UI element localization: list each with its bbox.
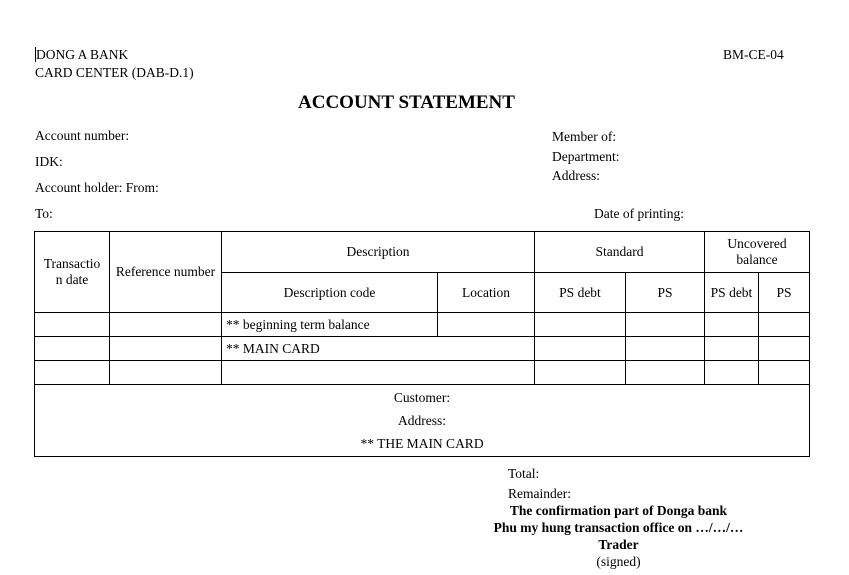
page-title: ACCOUNT STATEMENT	[298, 92, 515, 113]
table-row	[35, 361, 810, 385]
header-ps-debt-uncovered: PS debt	[705, 273, 759, 313]
cell-transaction-date	[35, 361, 110, 385]
cell-ps-standard	[626, 361, 705, 385]
header-location: Location	[438, 273, 535, 313]
header-transaction-date: Transactio n date	[35, 232, 110, 313]
header-ps-uncovered: PS	[759, 273, 810, 313]
main-card-label: ** THE MAIN CARD	[360, 436, 484, 451]
to-label: To:	[35, 206, 53, 221]
header-description: Description	[222, 232, 535, 273]
cell-ps-debt-uncovered	[705, 313, 759, 337]
header-standard: Standard	[535, 232, 705, 273]
cell-ps-debt-uncovered	[705, 361, 759, 385]
confirmation-heading: The confirmation part of Donga bank	[509, 503, 728, 518]
bank-name: DONG A BANK	[36, 47, 129, 62]
member-of-label: Member of:	[552, 129, 617, 144]
cell-ps-debt-standard	[535, 337, 626, 361]
trader-label: Trader	[598, 537, 639, 552]
address-label: Address:	[552, 168, 600, 183]
cell-ps-uncovered	[759, 337, 810, 361]
form-code: BM-CE-04	[723, 47, 784, 62]
signed-label: (signed)	[596, 554, 641, 569]
cell-reference-number	[110, 313, 222, 337]
cell-ps-standard	[626, 337, 705, 361]
account-number-label: Account number:	[35, 128, 130, 143]
table-row	[35, 337, 810, 361]
header-ps-debt-standard: PS debt	[535, 273, 626, 313]
idk-label: IDK:	[35, 154, 63, 169]
cell-ps-uncovered	[759, 313, 810, 337]
total-label: Total:	[508, 466, 540, 481]
header-description-code: Description code	[222, 273, 438, 313]
header-reference-number: Reference number	[110, 232, 222, 313]
card-center: CARD CENTER (DAB-D.1)	[35, 65, 194, 80]
cell-transaction-date	[35, 313, 110, 337]
cell-ps-debt-standard	[535, 361, 626, 385]
cell-ps-debt-standard	[535, 313, 626, 337]
statement-table	[34, 231, 810, 457]
account-holder-from-label: Account holder: From:	[35, 180, 159, 195]
cell-ps-standard	[626, 313, 705, 337]
table-row	[35, 313, 810, 337]
cell-reference-number	[110, 337, 222, 361]
cell-description-code	[222, 361, 535, 385]
cell-description-code: ** MAIN CARD	[222, 337, 535, 361]
remainder-label: Remainder:	[508, 486, 571, 501]
cell-reference-number	[110, 361, 222, 385]
cell-description-code: ** beginning term balance	[222, 313, 438, 337]
department-label: Department:	[552, 149, 620, 164]
cell-ps-uncovered	[759, 361, 810, 385]
cell-transaction-date	[35, 337, 110, 361]
date-of-printing-label: Date of printing:	[594, 206, 684, 221]
customer-label: Customer:	[393, 390, 451, 405]
office-line: Phu my hung transaction office on …/…/…	[493, 520, 744, 535]
footer-address-label: Address:	[398, 413, 446, 428]
header-ps-standard: PS	[626, 273, 705, 313]
table-footer	[35, 385, 810, 457]
header-uncovered-balance: Uncovered balance	[705, 232, 810, 273]
cell-ps-debt-uncovered	[705, 337, 759, 361]
cell-location	[438, 313, 535, 337]
